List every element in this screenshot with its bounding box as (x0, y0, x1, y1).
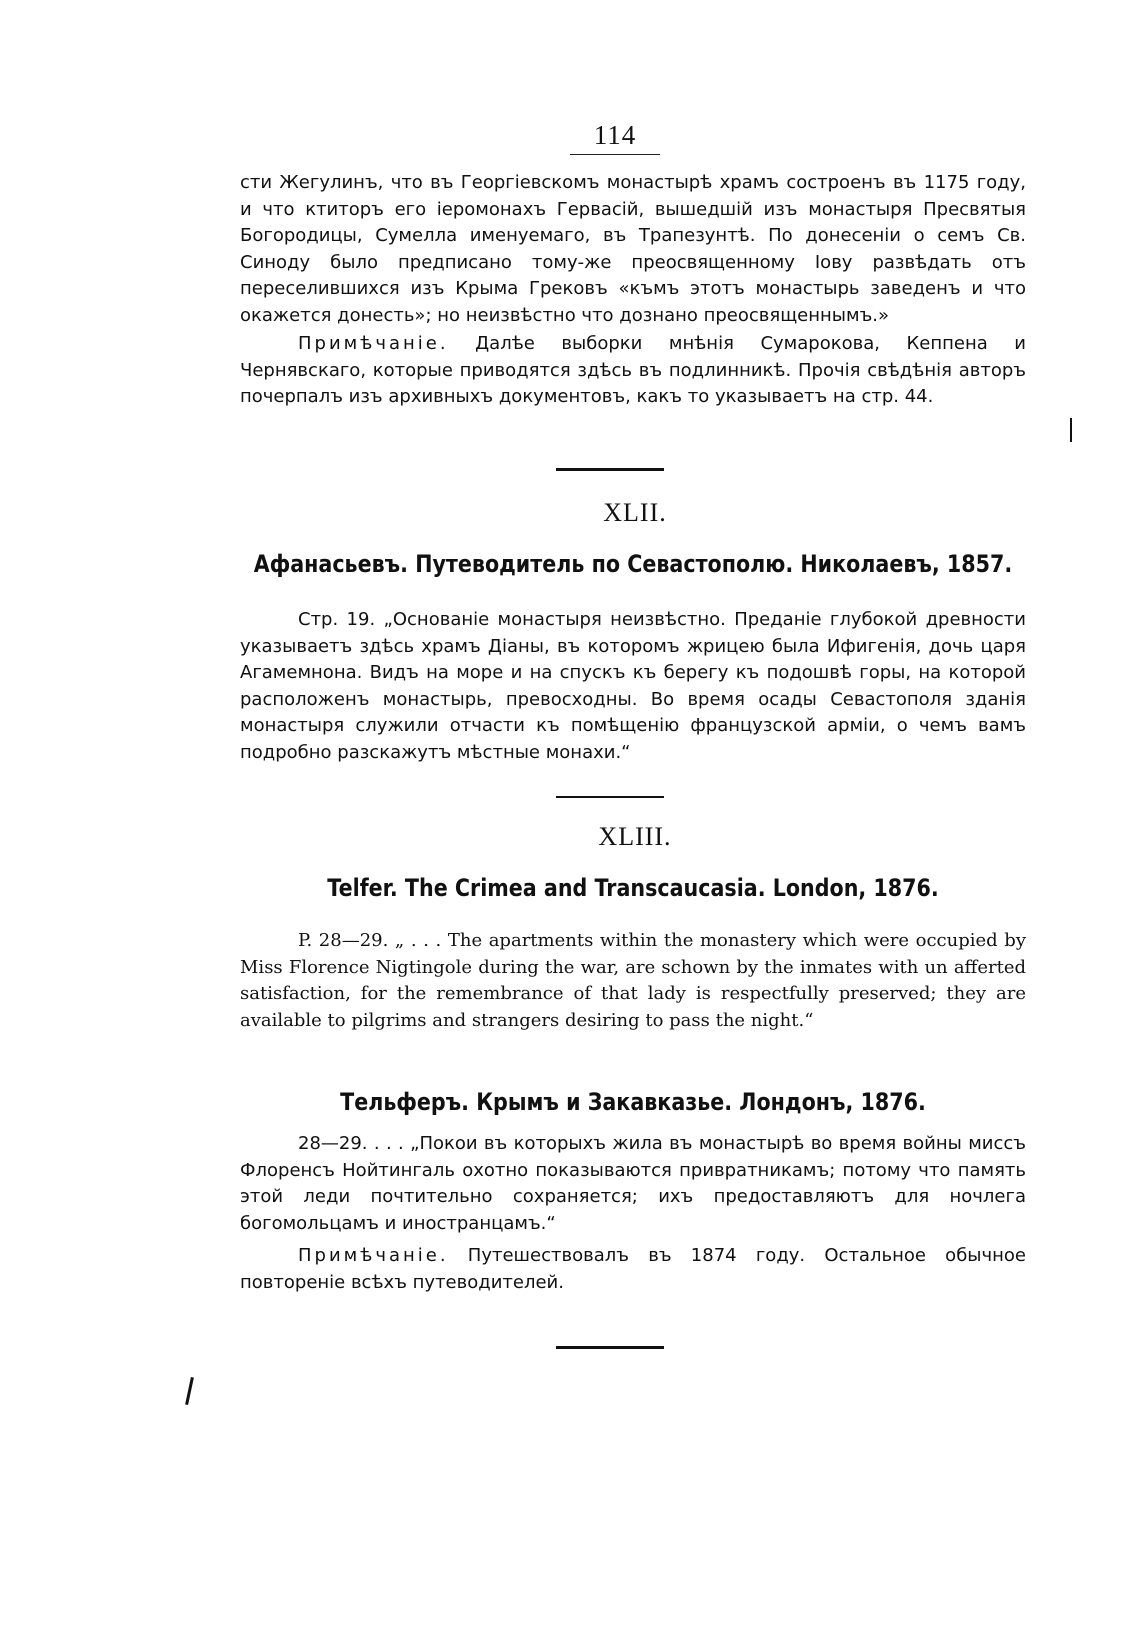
page-number: 114 (570, 118, 660, 155)
section-note-xliii (240, 1243, 1026, 1296)
section-divider (556, 796, 664, 798)
section-number-xliii: XLIII. (598, 822, 672, 851)
note-label: Примѣчаніе. (298, 1245, 449, 1266)
continued-quote-paragraph: сти Жегулинъ, что въ Георгіевскомъ монастырѣ храмъ состроенъ въ 1175 году, и что ктиторъ его іеромонахъ Гервасій, вышедшій изъ монастыря Пресвятыя Богородицы, Сумелла именуемаго, въ Трапезунтѣ. По донесеніи о семъ Св. Синоду было предписано тому-же преосвященному Іову развѣдать отъ переселившихся изъ Крыма Грековъ «къмъ этотъ монастырь заведенъ и что окажется донесть»; но неизвѣстно что дознано преосвященнымъ.» (240, 172, 1026, 326)
section-heading-xlii: Афанасьевъ. Путеводитель по Севастополю. Николаевъ, 1857. (253, 550, 1013, 578)
section-divider (556, 468, 664, 471)
note-text: Путешествовалъ въ 1874 году. Остальное обычное повтореніе всѣхъ путеводителей. (240, 1245, 1026, 1293)
section-number-xlii: XLII. (603, 498, 667, 527)
note-paragraph (240, 331, 1026, 411)
margin-scan-mark (1070, 418, 1072, 442)
note-label: Примѣчаніе. (298, 333, 449, 354)
end-divider (556, 1346, 664, 1349)
section-heading-xliii-en: Telfer. The Crimea and Transcaucasia. London, 1876. (327, 874, 939, 902)
section-text-xlii: Стр. 19. „Основаніе монастыря неизвѣстно. Преданіе глубокой древности указываетъ здѣсь храмъ Діаны, въ которомъ жрицею была Ифигенія, дочь царя Агамемнона. Видъ на море и на спускъ къ берегу къ подошвѣ горы, на которой расположенъ монастырь, превосходны. Во время осады Севастополя зданія монастыря служили отчасти къ помѣщенію французской арміи, о чемъ вамъ подробно разскажутъ мѣстные монахи.“ (240, 609, 1026, 763)
section-heading-xliii-ru: Тельферъ. Крымъ и Закавказье. Лондонъ, 1876. (340, 1088, 926, 1116)
section-text-xliii-en: P. 28—29. „ . . . The apartments within the monastery which were occupied by Miss Florence Nigtingole during the war, are schown by the inmates with un afferted satisfaction, for the remembrance of that lady is respectfully preserved; they are available to pilgrims and strangers desiring to pass the night.“ (240, 930, 1026, 1031)
margin-pen-mark (185, 1377, 194, 1405)
note-text: Далѣе выборки мнѣнія Сумарокова, Кеппена и Чернявскаго, которые приводятся здѣсь въ подлинникѣ. Прочія свѣдѣнія авторъ почерпалъ изъ архивныхъ документовъ, какъ то указываетъ на стр. 44. (240, 333, 1026, 407)
section-text-xliii-ru-block (240, 1131, 1026, 1296)
continued-quote-block (240, 170, 1026, 411)
section-text-xliii-ru: 28—29. . . . „Покои въ которыхъ жила въ монастырѣ во время войны миссъ Флоренсъ Нойтингаль охотно показываются привратникамъ; потому что память этой леди почтительно сохраняется; ихъ предоставляютъ для ночлега богомольцамъ и иностранцамъ.“ (240, 1133, 1026, 1234)
section-text-xliii-en-block (240, 928, 1026, 1034)
section-text-xlii-block (240, 607, 1026, 766)
